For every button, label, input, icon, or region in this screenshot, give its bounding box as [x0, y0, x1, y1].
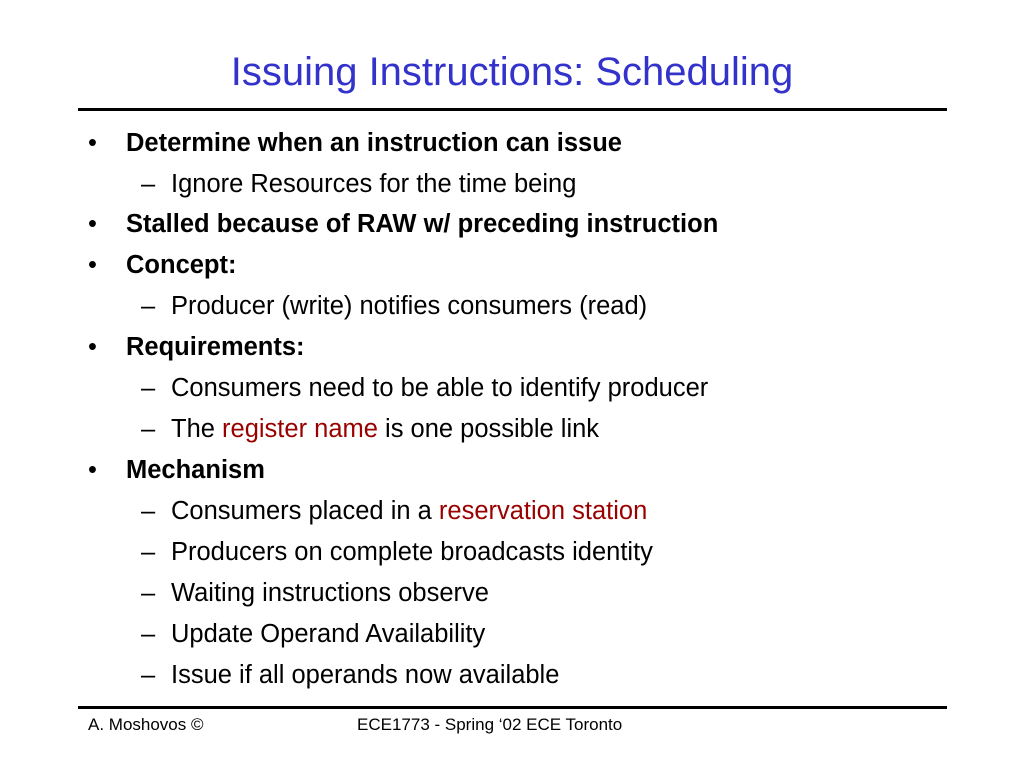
- text-segment: The: [171, 415, 223, 443]
- sub-bullet-text: Update Operand Availability: [171, 620, 486, 648]
- sub-bullet-text: Consumers need to be able to identify producer: [171, 374, 709, 402]
- footer-divider: [78, 706, 947, 709]
- sub-bullet-text: Producer (write) notifies consumers (read): [171, 292, 648, 320]
- bullet-text: Requirements:: [126, 333, 305, 361]
- sub-bullet-text: [171, 417, 599, 443]
- dash-marker: –: [141, 538, 156, 566]
- footer-course: ECE1773 - Spring ‘02 ECE Toronto: [357, 715, 623, 734]
- dash-marker: –: [141, 661, 156, 689]
- bullet-marker: •: [88, 251, 97, 279]
- dash-marker: –: [141, 292, 156, 320]
- bullet-marker: •: [88, 210, 97, 238]
- bullet-text: Determine when an instruction can issue: [126, 129, 622, 157]
- dash-marker: –: [141, 497, 156, 525]
- sub-bullet-text: Waiting instructions observe: [171, 579, 489, 607]
- footer-author: A. Moshovos ©: [88, 715, 204, 734]
- title-divider: [78, 108, 947, 111]
- dash-marker: –: [141, 170, 156, 198]
- text-segment: is one possible link: [377, 415, 600, 443]
- bullet-marker: •: [88, 333, 97, 361]
- dash-marker: –: [141, 579, 156, 607]
- dash-marker: –: [141, 620, 156, 648]
- dash-marker: –: [141, 374, 156, 402]
- sub-bullet-text: Issue if all operands now available: [171, 661, 560, 689]
- bullet-marker: •: [88, 456, 97, 484]
- slide-title: Issuing Instructions: Scheduling: [230, 50, 794, 94]
- highlight-text: register name: [222, 415, 378, 443]
- text-segment: Consumers placed in a: [171, 497, 439, 525]
- dash-marker: –: [141, 415, 156, 443]
- bullet-marker: •: [88, 129, 97, 157]
- sub-bullet-text: Producers on complete broadcasts identity: [171, 538, 653, 566]
- highlight-text: reservation station: [438, 497, 648, 525]
- sub-bullet-text: [171, 499, 647, 525]
- bullet-text: Stalled because of RAW w/ preceding instruction: [126, 210, 719, 238]
- bullet-text: Mechanism: [126, 456, 265, 484]
- bullet-text: Concept:: [126, 251, 237, 279]
- sub-bullet-text: Ignore Resources for the time being: [171, 170, 577, 198]
